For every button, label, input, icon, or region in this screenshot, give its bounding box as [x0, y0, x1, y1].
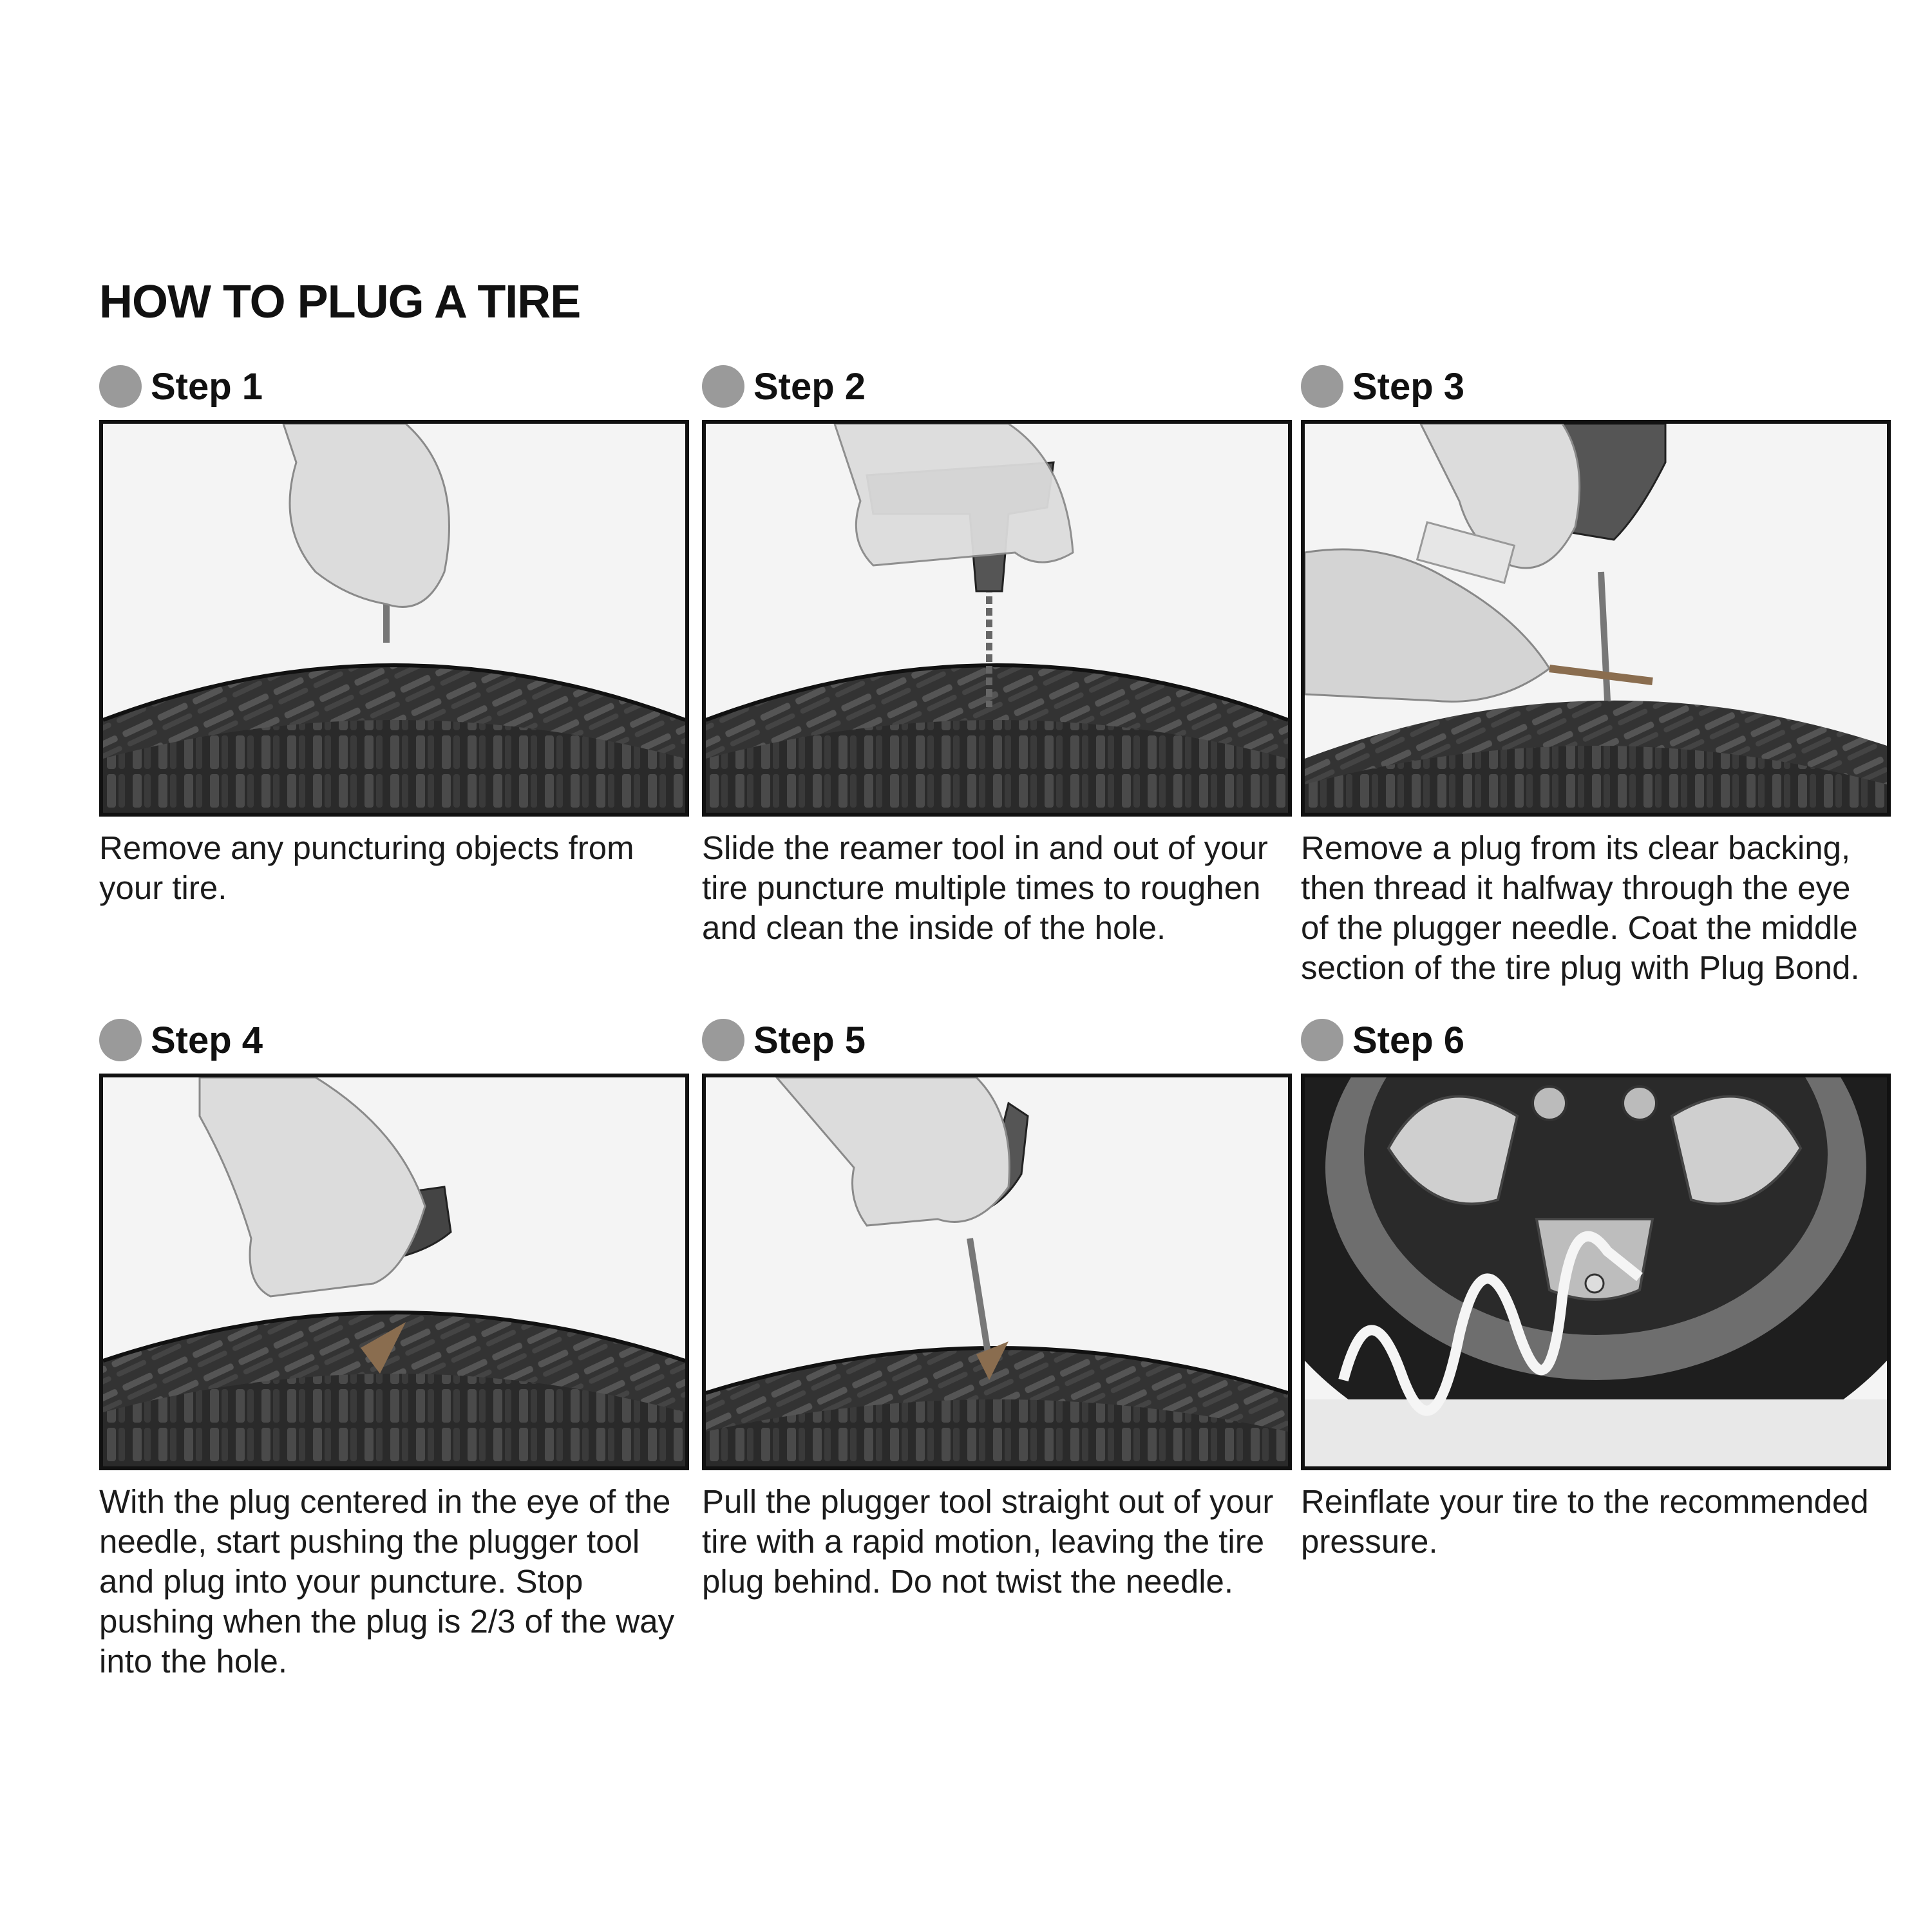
step-dot-icon [99, 1019, 142, 1061]
step-6-photo [1301, 1074, 1891, 1470]
step-6 [1301, 1014, 1887, 1562]
step-text: Pull the plugger tool straight out of your tire with a rapid motion, leaving the tire plug behind. Do not twist the needle. [702, 1483, 1274, 1600]
step-text: Reinflate your tire to the recommended pressure. [1301, 1483, 1869, 1560]
step-2-photo [702, 420, 1292, 817]
step-header [702, 361, 1288, 412]
step-text: Remove a plug from its clear backing, then thread it halfway through the eye of the plugger needle. Coat the middle section of the tire plug with Plug Bond. [1301, 829, 1860, 986]
step-header [1301, 1014, 1887, 1066]
step-5-photo [702, 1074, 1292, 1470]
step-1 [99, 361, 685, 908]
step-label: Step 6 [1352, 1019, 1465, 1061]
step-4 [99, 1014, 685, 1681]
step-text: Remove any puncturing objects from your tire. [99, 829, 634, 906]
step-text: Slide the reamer tool in and out of your tire puncture multiple times to roughen and clean the inside of the hole. [702, 829, 1268, 946]
step-dot-icon [1301, 365, 1343, 408]
step-5 [702, 1014, 1288, 1602]
step-header [99, 361, 685, 412]
step-3 [1301, 361, 1887, 988]
step-4-photo [99, 1074, 689, 1470]
step-dot-icon [702, 365, 744, 408]
step-dot-icon [99, 365, 142, 408]
step-3-photo [1301, 420, 1891, 817]
step-1-photo [99, 420, 689, 817]
step-header [99, 1014, 685, 1066]
step-label: Step 2 [753, 365, 866, 408]
step-2 [702, 361, 1288, 948]
step-label: Step 5 [753, 1019, 866, 1061]
step-header [702, 1014, 1288, 1066]
step-label: Step 3 [1352, 365, 1465, 408]
step-text: With the plug centered in the eye of the needle, start pushing the plugger tool and plug into your puncture. Stop pushing when the plug is 2/3 of the way into the hole. [99, 1483, 675, 1680]
page-title: HOW TO PLUG A TIRE [99, 276, 581, 328]
step-header [1301, 361, 1887, 412]
step-dot-icon [1301, 1019, 1343, 1061]
step-dot-icon [702, 1019, 744, 1061]
step-label: Step 1 [151, 365, 263, 408]
step-label: Step 4 [151, 1019, 263, 1061]
